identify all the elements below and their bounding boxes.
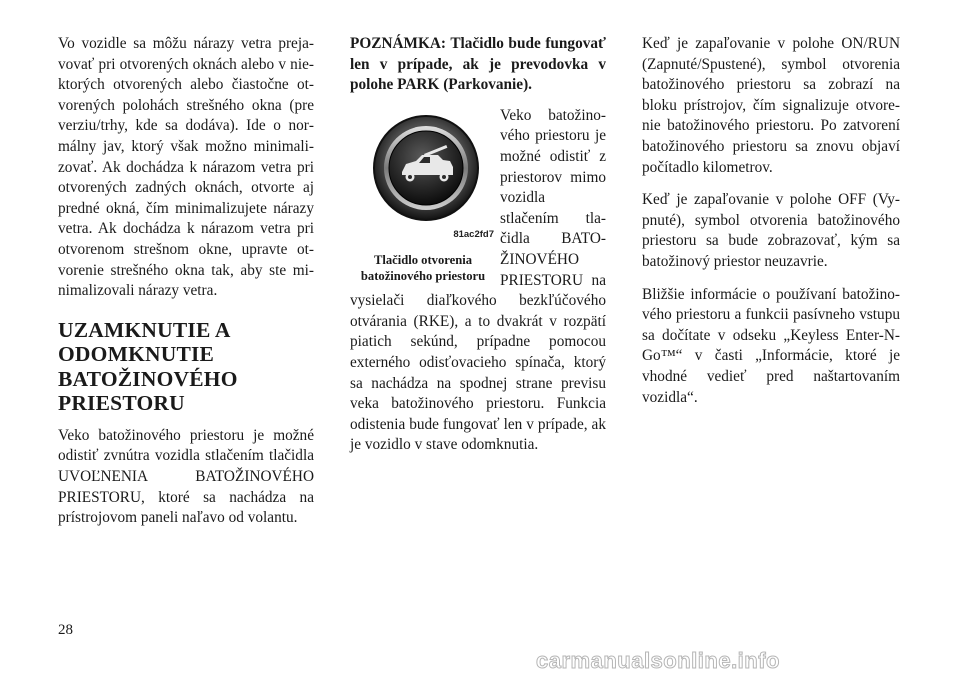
column-middle (350, 34, 606, 468)
heading-line: BATOŽINOVÉHO (58, 366, 238, 391)
paragraph-trunk-release-outside: Veko batožinového priestoru je možné odistiť z priestorov mimo vozidla stlačením tlačidla BATOŽINOVÉHO PRIESTORU na vysielači diaľkového bezkľúčového otvárania (RKE), a to dvakrát v rozpätí piatich sekúnd, prípadne pomocou externého odisťovacieho spínača, ktorý sa nachádza na spodnej strane previsu veka batožinového priestoru. Funkcia odistenia bude fungovať len v prípade, ak je vozidlo v stave odomknutia. (350, 106, 606, 454)
figure-image (350, 106, 496, 256)
figure-caption-line: Tlačidlo otvorenia (373, 252, 473, 267)
heading-line: PRIESTORU (58, 391, 185, 416)
paragraph-trunk-release-inside: Veko batožinového priestoru je možné odistiť zvnútra vozidla stlačením tlačidla UVOĽNENIA BATOŽINOVÉHO PRIESTORU, ktoré sa nachádza na prístrojovom paneli naľavo od volantu. (58, 426, 314, 527)
figure-code: 81ac2fd7 (453, 229, 494, 241)
paragraph-ignition-off: Keď je zapaľovanie v polohe OFF (Vypnuté), symbol otvorenia batožinového priestoru sa bude zobrazovať, kým sa batožinový priestor neuzavrie. (642, 191, 900, 270)
paragraph-more-info: Bližšie informácie o používaní batožinového priestoru a funkcii pasívneho vstupu sa dočítate v odseku „Keyless Enter-N-Go™“ v časti „Informácie, ktoré je vhodné vedieť pred naštartovaním vozidla“. (642, 285, 900, 406)
paragraph-ignition-on: Keď je zapaľovanie v polohe ON/RUN (Zapnuté/Spustené), symbol otvorenia batožinového priestoru sa zobrazí na bloku prístrojov, čím signalizuje otvorenie batožinového priestoru. Po zatvorení batožinového priestoru sa znovu objaví počítadlo kilometrov. (642, 35, 900, 176)
figure-caption-line: batožinového priestoru (360, 268, 486, 283)
heading-line: ODOMKNUTIE (58, 342, 215, 367)
paragraph-wind-buffeting: Vo vozidle sa môžu nárazy vetra prejavovať pri otvorených oknách alebo v niektorých otvorených alebo čiastočne otvorených polohách strešného okna (pre verziu/trhy, kde sa dodáva). Ide o normálny jav, ktorý však možno minimalizovať. Ak dochádza k nárazom vetra pri otvorených zadných oknách, otvorte aj predné okná, čím minimalizujete nárazy vetra. Ak dochádza k nárazom vetra pri otvorenom strešnom okne, upravte otvorenie strešného okna tak, aby ste minimalizovali nárazy vetra. (58, 35, 314, 300)
section-heading (58, 318, 314, 416)
figure-trunk-release-button (350, 106, 496, 284)
note-park-position: POZNÁMKA: Tlačidlo bude fungovať len v prípade, ak je prevodovka v polohe PARK (Parkovanie). (350, 35, 606, 94)
heading-line: UZAMKNUTIE A (58, 317, 231, 342)
column-right (642, 34, 900, 420)
figure-caption (350, 252, 496, 284)
watermark: carmanualsonline.info (536, 648, 780, 673)
column-left (58, 34, 314, 541)
page-number: 28 (58, 622, 73, 638)
